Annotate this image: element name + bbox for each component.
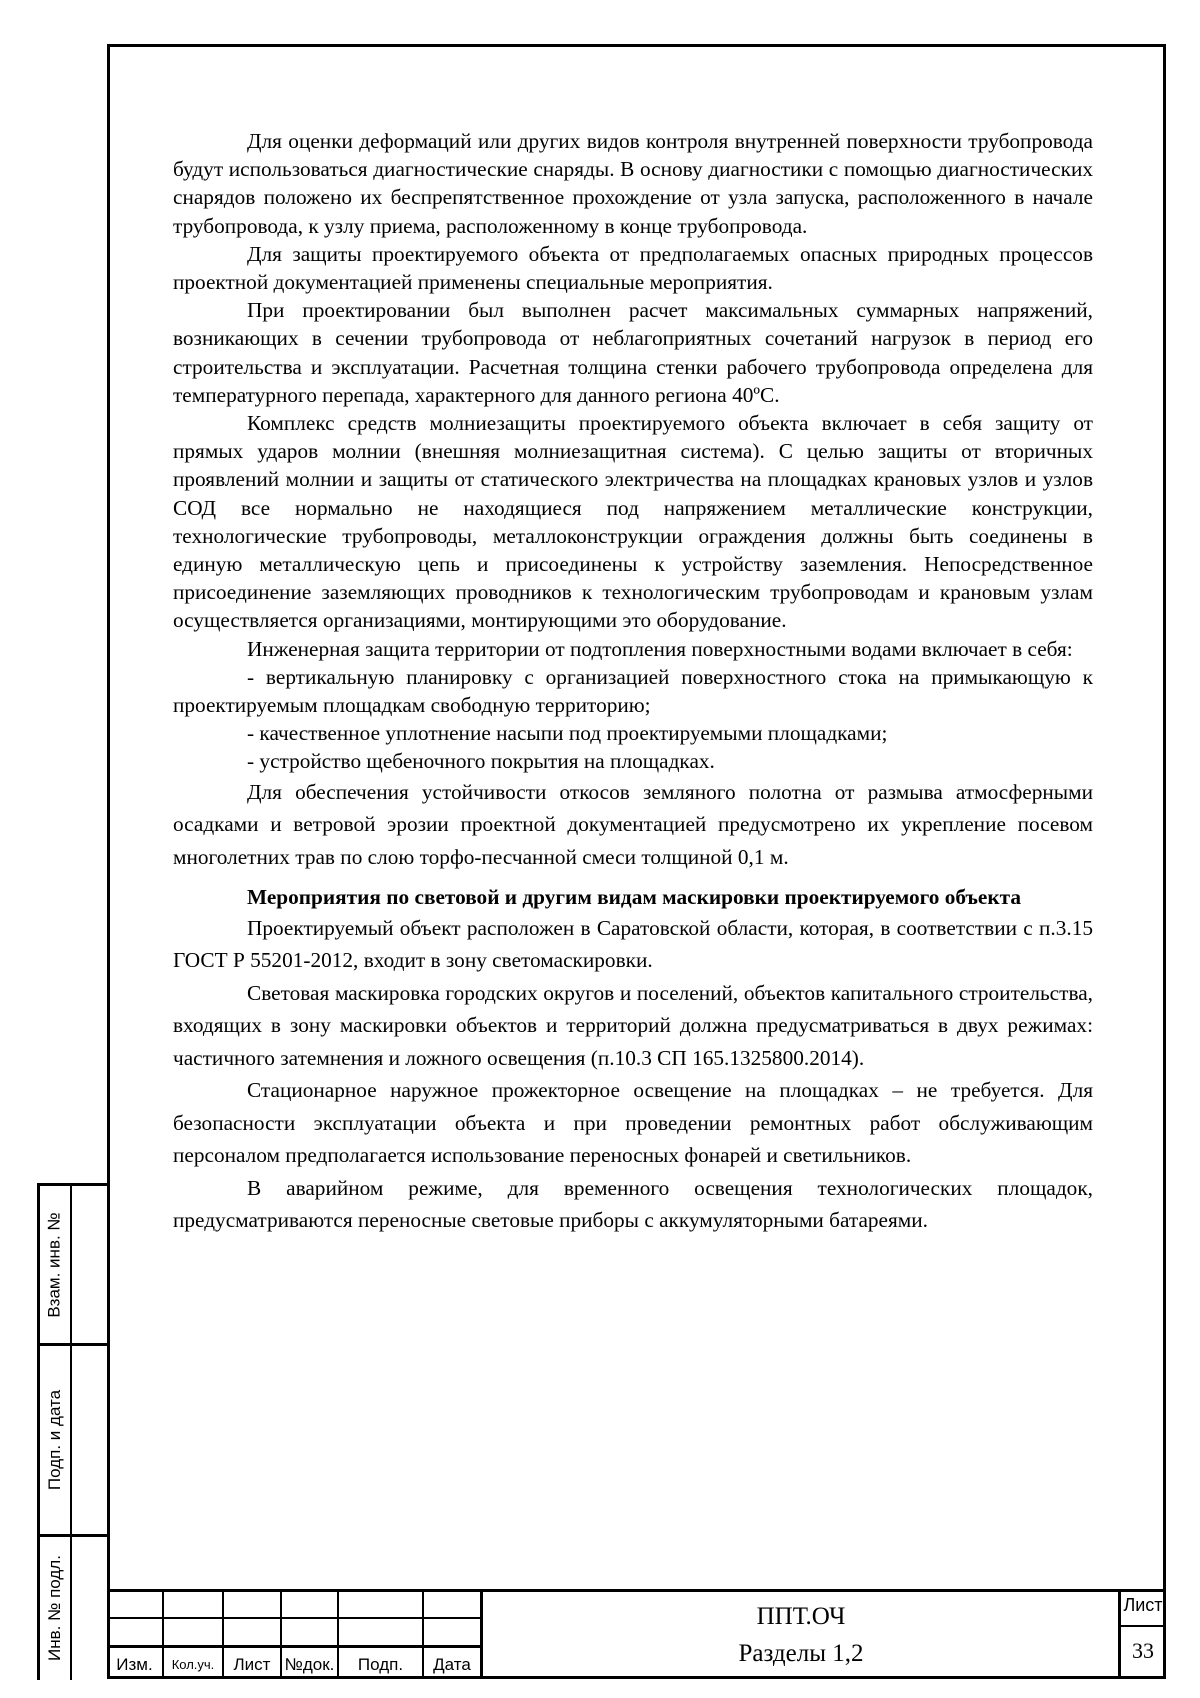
document-body	[173, 127, 1093, 1237]
paragraph: Инженерная защита территории от подтопления поверхностными водами включает в себя:	[247, 636, 1073, 661]
sheet-number: 33	[1132, 1638, 1154, 1663]
paragraph: В аварийном режиме, для временного освещения технологических площадок, предусматриваются переносные световые приборы с аккумуляторными батареями.	[173, 1175, 1093, 1233]
side-label-inv: Инв. № подл.	[45, 1555, 64, 1661]
side-label-podp: Подп. и дата	[45, 1389, 65, 1491]
paragraph: При проектировании был выполнен расчет максимальных суммарных напряжений, возникающих в сечении трубопровода от неблагоприятных сочетаний нагрузок в период его строительства и эксплуатации. Расчетная толщина стенки рабочего трубопровода определена для температурного перепада, характерного для данного региона 40ºС.	[173, 298, 1093, 407]
paragraph: Проектируемый объект расположен в Саратовской области, которая, в соответствии с п.3.15 ГОСТ Р 55201-2012, входит в зону светомаскировки.	[173, 915, 1093, 973]
paragraph: Для оценки деформаций или других видов контроля внутренней поверхности трубопровода будут использоваться диагностические снаряды. В основу диагностики с помощью диагностических снарядов положено их беспрепятственное прохождение от узла запуска, расположенного в начале трубопровода, к узлу приема, расположенному в конце трубопровода.	[173, 129, 1093, 238]
side-label-vzam: Взам. инв. №	[45, 1211, 65, 1318]
document-code: ППТ.ОЧ	[756, 1603, 846, 1630]
paragraph: Световая маскировка городских округов и поселений, объектов капитального строительства, входящих в зону маскировки объектов и территорий должна предусматриваться в двух режимах: частичного затемнения и ложного освещения (п.10.3 СП 165.1325800.2014).	[173, 980, 1093, 1070]
column-list: Лист	[233, 1655, 271, 1674]
column-data: Дата	[433, 1655, 471, 1674]
sheet-label: Лист	[1123, 1595, 1163, 1615]
paragraph: Для обеспечения устойчивости откосов земляного полотна от размыва атмосферными осадками и ветровой эрозии проектной документацией предусмотрено их укрепление посевом многолетних трав по слою торфо-песчанной смеси толщиной 0,1 м.	[173, 779, 1093, 869]
paragraph: Стационарное наружное прожекторное освещение на площадках – не требуется. Для безопасности эксплуатации объекта и при проведении ремонтных работ обслуживающим персоналом предполагается использование переносных фонарей и светильников.	[173, 1078, 1093, 1168]
document-subtitle: Разделы 1,2	[738, 1640, 864, 1667]
list-item: - устройство щебеночного покрытия на площадках.	[247, 749, 715, 774]
list-item: - вертикальную планировку с организацией поверхностного стока на примыкающую к проектируемым площадкам свободную территорию;	[173, 664, 1093, 718]
list-item: - качественное уплотнение насыпи под проектируемыми площадками;	[247, 721, 888, 746]
paragraph: Комплекс средств молниезащиты проектируемого объекта включает в себя защиту от прямых ударов молнии (внешняя молниезащитная система). С целью защиты от вторичных проявлений молнии и защиты от статического электричества на площадках крановых узлов и узлов СОД все нормально не находящиеся под напряжением металлические конструкции, технологические трубопроводы, металлоконструкции ограждения должны быть соединены в единую металлическую цепь и присоединены к устройству заземления. Непосредственное присоединение заземляющих проводников к технологическим трубопроводам и крановым узлам осуществляется организациями, монтирующими это оборудование.	[173, 411, 1093, 633]
column-podp: Подп.	[357, 1655, 404, 1674]
section-heading: Мероприятия по световой и другим видам маскировки проектируемого объекта	[247, 885, 1021, 910]
column-ndok: №док.	[284, 1655, 335, 1674]
paragraph: Для защиты проектируемого объекта от предполагаемых опасных природных процессов проектной документацией применены специальные мероприятия.	[173, 241, 1093, 295]
column-kol-uch: Кол.уч.	[171, 1657, 215, 1672]
column-izm: Изм.	[116, 1655, 153, 1674]
